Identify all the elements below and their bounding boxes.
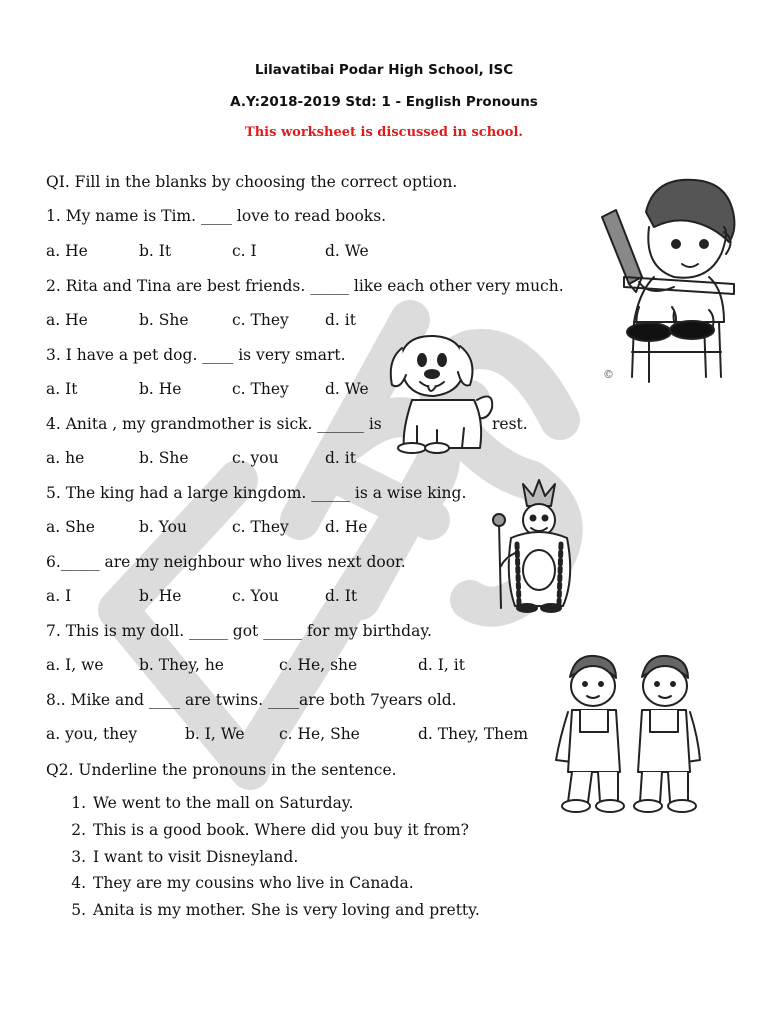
option-2c: c. They	[232, 311, 289, 329]
option-7a: a. I, we	[46, 656, 104, 674]
boy-writing-illustration	[594, 172, 744, 387]
option-8a: a. you, they	[46, 725, 138, 743]
option-5c: c. They	[232, 518, 289, 536]
option-7c: c. He, she	[279, 656, 358, 674]
option-6c: c. You	[232, 587, 279, 605]
copyright-mark: ©	[603, 368, 614, 381]
question-6: 6._____ are my neighbour who lives next door.	[46, 553, 406, 571]
option-4b: b. She	[139, 449, 189, 467]
worksheet-details: A.Y:2018-2019 Std: 1 - English Pronouns	[230, 94, 538, 110]
option-6d: d. It	[325, 587, 358, 605]
option-8b: b. I, We	[185, 725, 245, 743]
option-2b: b. She	[139, 311, 189, 329]
option-1c: c. I	[232, 242, 257, 260]
question-1: 1. My name is Tim. ____ love to read books.	[46, 207, 387, 225]
option-1b: b. It	[139, 242, 172, 260]
option-1d: d. We	[325, 242, 369, 260]
king-illustration	[487, 478, 587, 613]
question-3: 3. I have a pet dog. ____ is very smart.	[46, 346, 346, 364]
question-4-end: rest.	[492, 415, 528, 433]
option-3c: c. They	[232, 380, 289, 398]
option-3a: a. It	[46, 380, 78, 398]
q2-title: Q2. Underline the pronouns in the sentence.	[46, 761, 397, 779]
question-2: 2. Rita and Tina are best friends. _____ like each other very much.	[46, 277, 564, 295]
option-5d: d. He	[325, 518, 368, 536]
option-5a: a. She	[46, 518, 95, 536]
worksheet-note: This worksheet is discussed in school.	[245, 125, 523, 140]
dog-illustration	[382, 330, 497, 455]
question-5: 5. The king had a large kingdom. _____ is a wise king.	[46, 484, 467, 502]
option-8d: d. They, Them	[418, 725, 529, 743]
option-2d: d. it	[325, 311, 356, 329]
school-name: Lilavatibai Podar High School, ISC	[254, 62, 514, 78]
option-3b: b. He	[139, 380, 182, 398]
option-2a: a. He	[46, 311, 88, 329]
option-5b: b. You	[139, 518, 187, 536]
twins-illustration	[550, 652, 705, 817]
option-8c: c. He, She	[279, 725, 360, 743]
option-4c: c. you	[232, 449, 279, 467]
option-1a: a. He	[46, 242, 88, 260]
option-4d: d. it	[325, 449, 356, 467]
option-6b: b. He	[139, 587, 182, 605]
option-4a: a. he	[46, 449, 85, 467]
option-7d: d. I, it	[418, 656, 465, 674]
question-4-start: 4. Anita , my grandmother is sick. ______ is	[46, 415, 382, 433]
question-8: 8.. Mike and ____ are twins. ____are both 7years old.	[46, 691, 457, 709]
option-7b: b. They, he	[139, 656, 224, 674]
question-7: 7. This is my doll. _____ got _____ for my birthday.	[46, 622, 432, 640]
option-6a: a. I	[46, 587, 72, 605]
option-3d: d. We	[325, 380, 369, 398]
q1-title: QI. Fill in the blanks by choosing the correct option.	[46, 173, 458, 191]
